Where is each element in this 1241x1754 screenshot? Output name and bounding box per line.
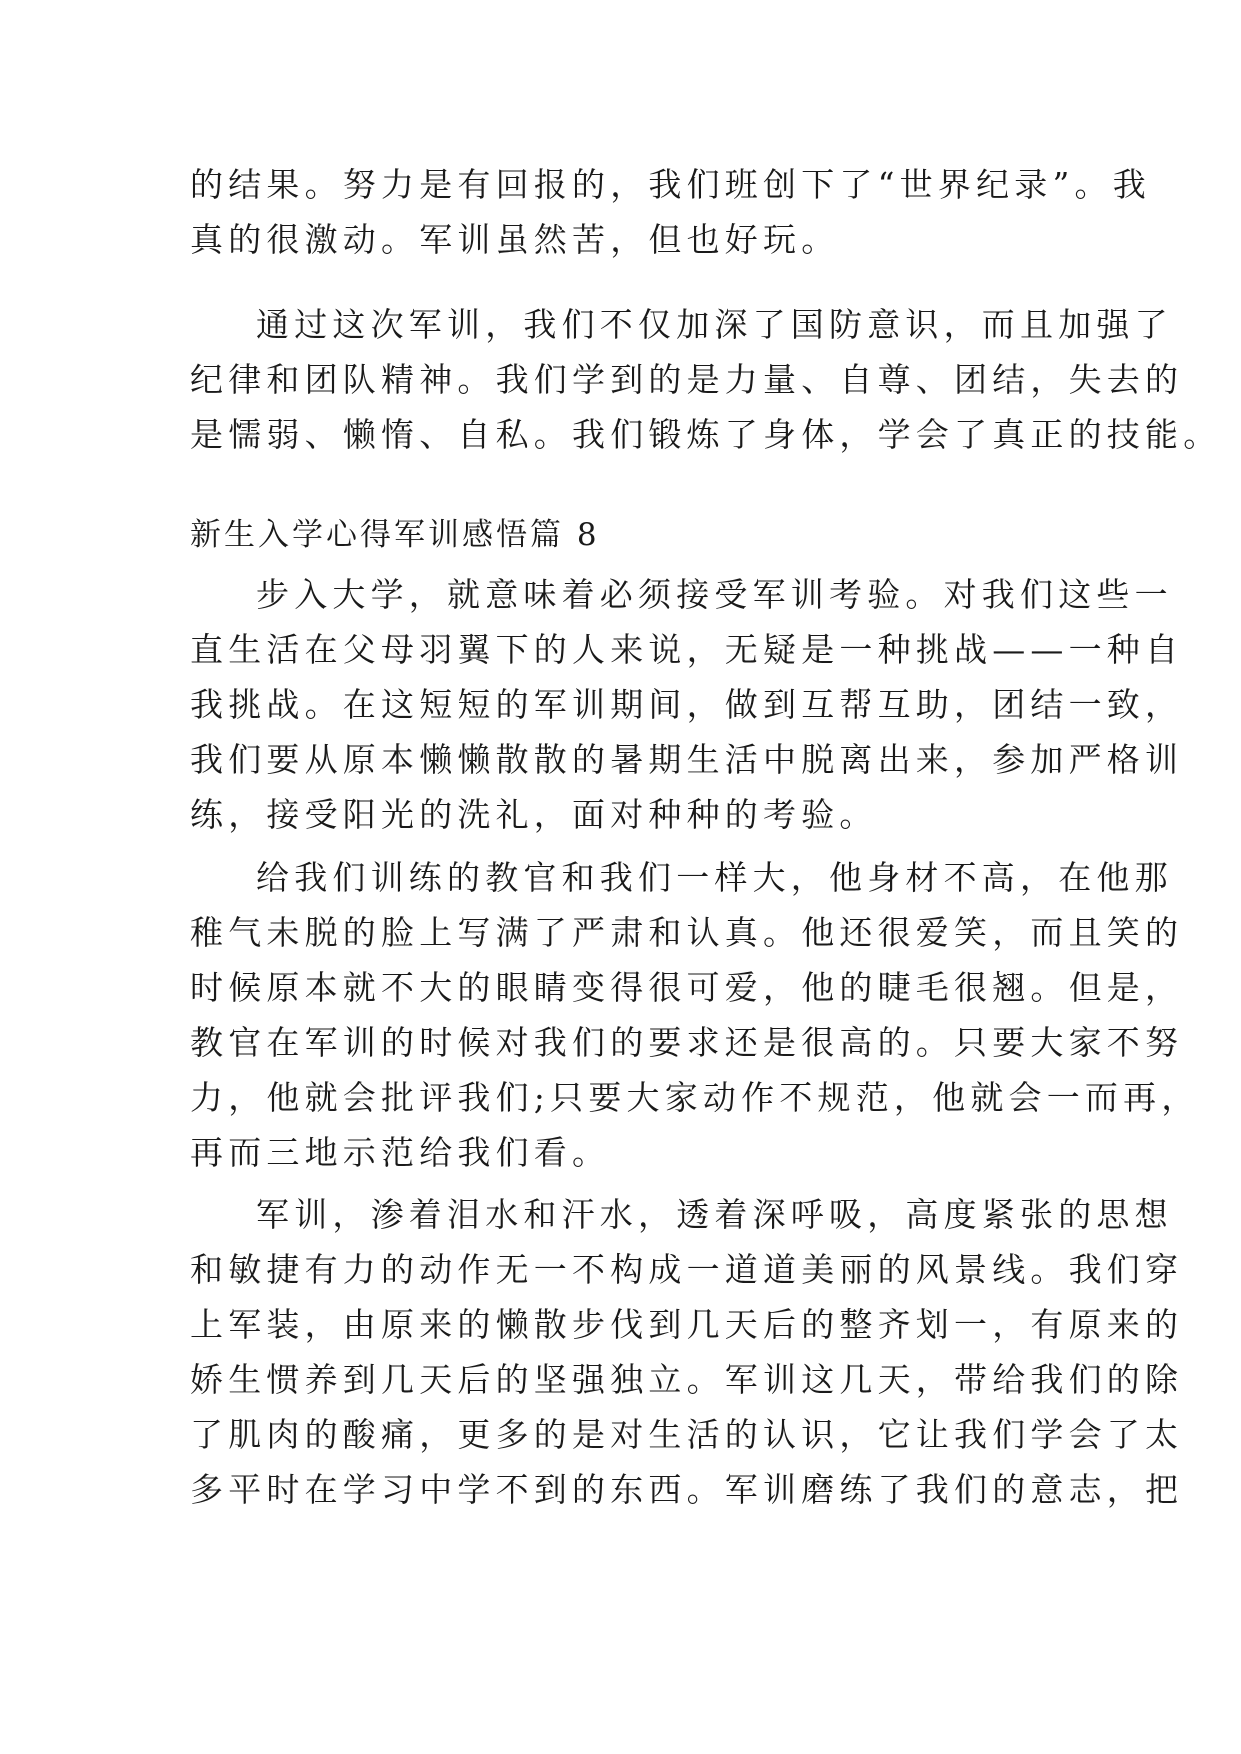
text-line: 教官在军训的时候对我们的要求还是很高的。只要大家不努: [190, 1023, 1184, 1062]
paragraph-first-line: 通过这次军训，我们不仅加深了国防意识，而且加强了: [256, 305, 1173, 344]
text-line: 上军装，由原来的懒散步伐到几天后的整齐划一，有原来的: [190, 1305, 1184, 1344]
text-line: 力，他就会批评我们;只要大家动作不规范，他就会一而再，: [190, 1078, 1200, 1117]
text-line: 真的很激动。军训虽然苦，但也好玩。: [190, 220, 840, 259]
text-line: 纪律和团队精神。我们学到的是力量、自尊、团结，失去的: [190, 360, 1184, 399]
text-line: 娇生惯养到几天后的坚强独立。军训这几天，带给我们的除: [190, 1360, 1184, 1399]
text-line: 了肌肉的酸痛，更多的是对生活的认识，它让我们学会了太: [190, 1415, 1184, 1454]
text-line: 时候原本就不大的眼睛变得很可爱，他的睫毛很翘。但是，: [190, 968, 1184, 1007]
text-line: 是懦弱、懒惰、自私。我们锻炼了身体，学会了真正的技能。: [190, 415, 1222, 454]
text-line: 再而三地示范给我们看。: [190, 1133, 611, 1172]
paragraph-first-line: 给我们训练的教官和我们一样大，他身材不高，在他那: [256, 858, 1173, 897]
paragraph-first-line: 军训，渗着泪水和汗水，透着深呼吸，高度紧张的思想: [256, 1195, 1173, 1234]
text-line: 我挑战。在这短短的军训期间，做到互帮互助，团结一致，: [190, 685, 1184, 724]
section-heading: 新生入学心得军训感悟篇 8: [190, 517, 600, 553]
paragraph-first-line: 步入大学，就意味着必须接受军训考验。对我们这些一: [256, 575, 1173, 614]
text-line: 和敏捷有力的动作无一不构成一道道美丽的风景线。我们穿: [190, 1250, 1184, 1289]
text-line: 练，接受阳光的洗礼，面对种种的考验。: [190, 795, 878, 834]
text-line: 的结果。努力是有回报的，我们班创下了“世界纪录”。我: [190, 165, 1151, 204]
text-line: 我们要从原本懒懒散散的暑期生活中脱离出来，参加严格训: [190, 740, 1184, 779]
text-line: 直生活在父母羽翼下的人来说，无疑是一种挑战——一种自: [190, 630, 1184, 669]
text-line: 稚气未脱的脸上写满了严肃和认真。他还很爱笑，而且笑的: [190, 913, 1184, 952]
text-line: 多平时在学习中学不到的东西。军训磨练了我们的意志，把: [190, 1470, 1184, 1509]
